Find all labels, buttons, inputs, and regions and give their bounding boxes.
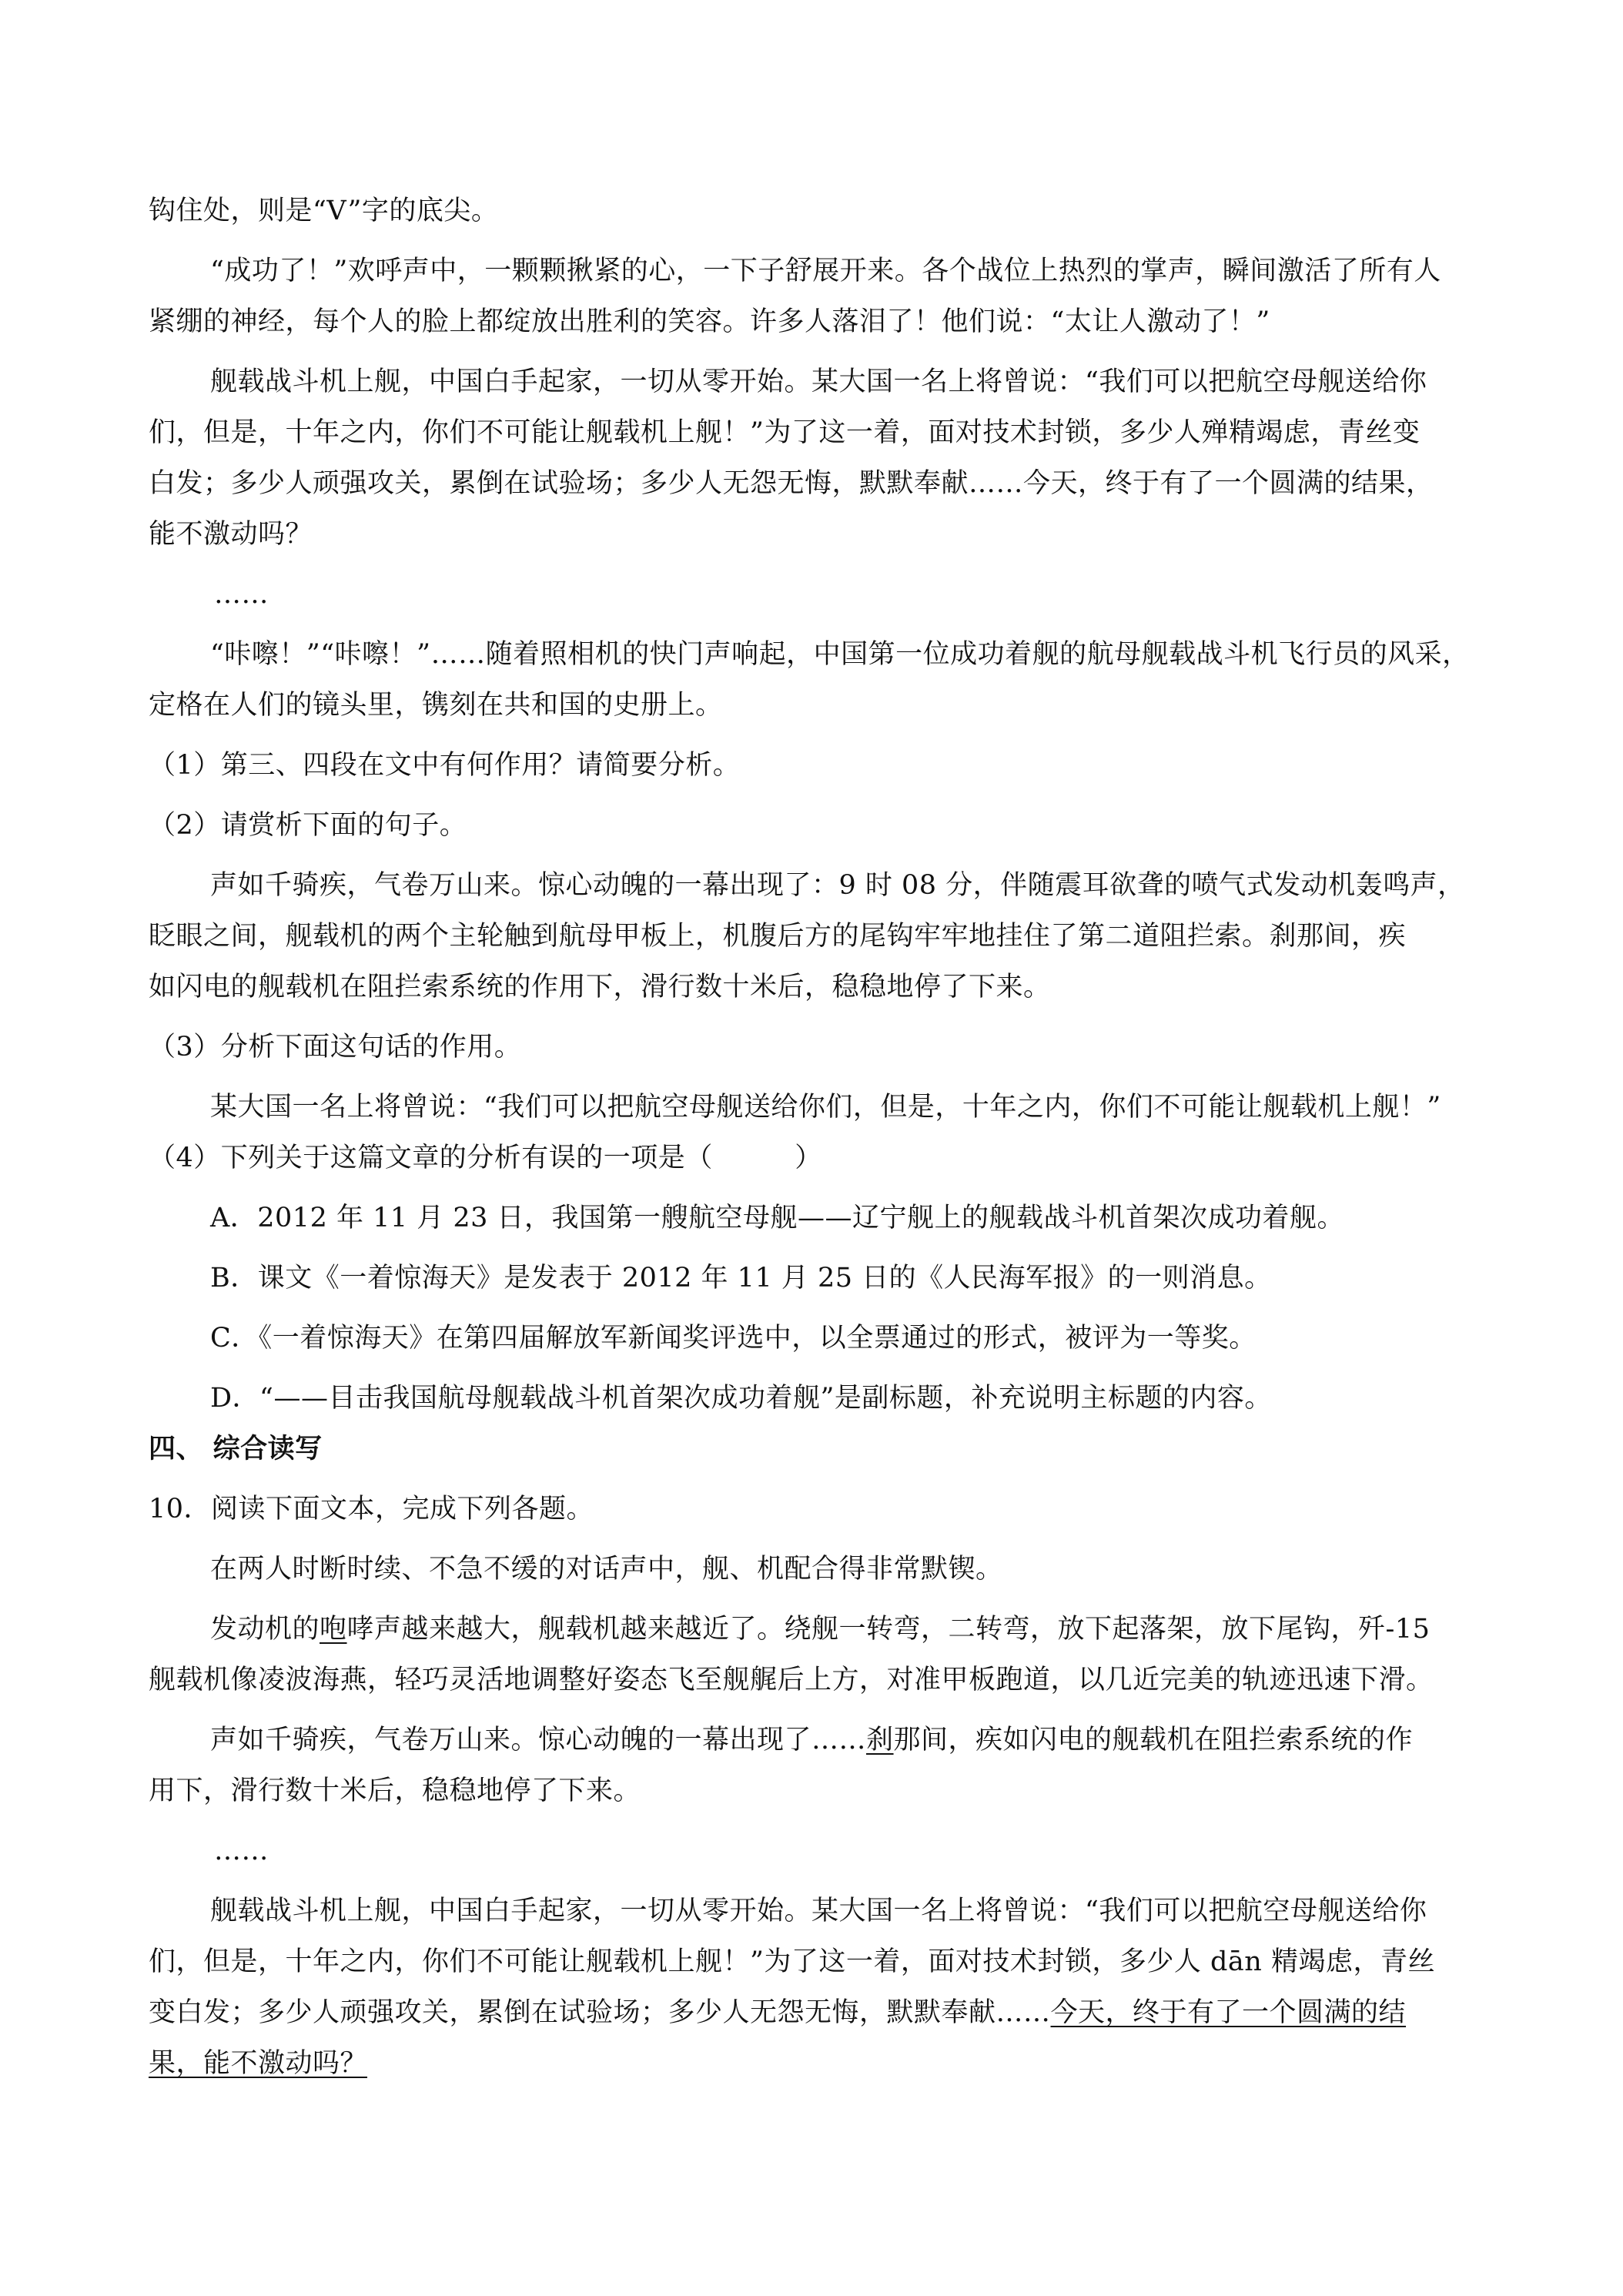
- question-4: （4）下列关于这篇文章的分析有误的一项是（ ）: [149, 1143, 822, 1173]
- paragraph-line: 定格在人们的镜头里，镌刻在共和国的史册上。: [149, 690, 723, 721]
- quoted-passage-line: 眨眼之间，舰载机的两个主轮触到航母甲板上，机腹后方的尾钩牢牢地挂住了第二道阻拦索。刹那间，疾: [149, 921, 1407, 952]
- paragraph-line: [210, 1612, 1430, 1646]
- paragraph-line: 舰载机像凌波海燕，轻巧灵活地调整好姿态飞至舰艉后上方，对准甲板跑道，以几近完美的轨迹迅速下滑。: [149, 1665, 1434, 1695]
- underlined-sentence-part: 果，能不激动吗？: [149, 2048, 368, 2079]
- section-heading: 四、 综合读写: [149, 1434, 323, 1464]
- quoted-passage-line: 声如千骑疾，气卷万山来。惊心动魄的一幕出现了：9 时 08 分，伴随震耳欲聋的喷气式发动机轰鸣声，: [210, 870, 1465, 901]
- underlined-sentence-part: 今天，终于有了一个圆满的结: [1050, 1997, 1407, 2028]
- paragraph-line: 在两人时断时续、不急不缓的对话声中，舰、机配合得非常默锲。: [210, 1554, 1003, 1585]
- text-fragment: 那间，疾如闪电的舰载机在阻拦索系统的作: [893, 1725, 1414, 1755]
- text-fragment: 声如千骑疾，气卷万山来。惊心动魄的一幕出现了……: [210, 1725, 867, 1755]
- question-3: （3）分析下面这句话的作用。: [149, 1032, 522, 1063]
- paragraph-line: [149, 2047, 367, 2080]
- option-a: A．2012 年 11 月 23 日，我国第一艘航空母舰——辽宁舰上的舰载战斗机首架次成功着舰。: [210, 1203, 1345, 1233]
- paragraph-line: [149, 1996, 1406, 2030]
- paragraph-line: “咔嚓！”“咔嚓！”……随着照相机的快门声响起，中国第一位成功着舰的航母舰载战斗机飞行员的风采，: [210, 639, 1470, 670]
- quoted-sentence: 某大国一名上将曾说：“我们可以把航空母舰送给你们，但是，十年之内，你们不可能让舰载机上舰！”: [210, 1092, 1441, 1123]
- paragraph-line: “成功了！”欢呼声中，一颗颗揪紧的心，一下子舒展开来。各个战位上热烈的掌声，瞬间激活了所有人: [210, 256, 1441, 286]
- question-2: （2）请赏析下面的句子。: [149, 810, 467, 841]
- quoted-passage-line: 如闪电的舰载机在阻拦索系统的作用下，滑行数十米后，稳稳地停了下来。: [149, 972, 1051, 1002]
- paragraph-line: 们，但是，十年之内，你们不可能让舰载机上舰！”为了这一着，面对技术封锁，多少人殚精竭虑，青丝变: [149, 417, 1421, 448]
- paragraph-line: 舰载战斗机上舰，中国白手起家，一切从零开始。某大国一名上将曾说：“我们可以把航空母舰送给你: [210, 366, 1427, 397]
- paragraph-line: [210, 1723, 1413, 1757]
- text-fragment: 变白发；多少人顽强攻关，累倒在试验场；多少人无怨无悔，默默奉献……: [149, 1997, 1051, 2028]
- underlined-character: 咆: [320, 1614, 347, 1645]
- option-b: B．课文《一着惊海天》是发表于 2012 年 11 月 25 日的《人民海军报》的一则消息。: [210, 1263, 1272, 1294]
- question-10: 10．阅读下面文本，完成下列各题。: [149, 1494, 594, 1525]
- text-fragment: 发动机的: [210, 1614, 320, 1645]
- option-d: D．“——目击我国航母舰载战斗机首架次成功着舰”是副标题，补充说明主标题的内容。: [210, 1383, 1272, 1414]
- paragraph-line: 能不激动吗？: [149, 519, 313, 550]
- question-1: （1）第三、四段在文中有何作用？请简要分析。: [149, 750, 741, 781]
- text-fragment: 哮声越来越大，舰载机越来越近了。绕舰一转弯，二转弯，放下起落架，放下尾钩，歼-15: [346, 1614, 1431, 1645]
- paragraph-line: 钩住处，则是“V”字的底尖。: [149, 196, 499, 226]
- ellipsis-line: ……: [214, 1836, 269, 1866]
- paragraph-line: 舰载战斗机上舰，中国白手起家，一切从零开始。某大国一名上将曾说：“我们可以把航空母舰送给你: [210, 1896, 1427, 1926]
- ellipsis-line: ……: [214, 579, 269, 610]
- paragraph-line: 白发；多少人顽强攻关，累倒在试验场；多少人无怨无悔，默默奉献……今天，终于有了一个圆满的结果，: [149, 468, 1434, 499]
- paragraph-line: 们，但是，十年之内，你们不可能让舰载机上舰！”为了这一着，面对技术封锁，多少人 dān 精竭虑，青丝: [149, 1946, 1435, 1977]
- paragraph-line: 用下，滑行数十米后，稳稳地停了下来。: [149, 1776, 641, 1806]
- option-c: C．《一着惊海天》在第四届解放军新闻奖评选中，以全票通过的形式，被评为一等奖。: [210, 1323, 1257, 1354]
- underlined-character: 刹: [866, 1725, 894, 1755]
- paragraph-line: 紧绷的神经，每个人的脸上都绽放出胜利的笑容。许多人落泪了！他们说：“太让人激动了！”: [149, 306, 1270, 337]
